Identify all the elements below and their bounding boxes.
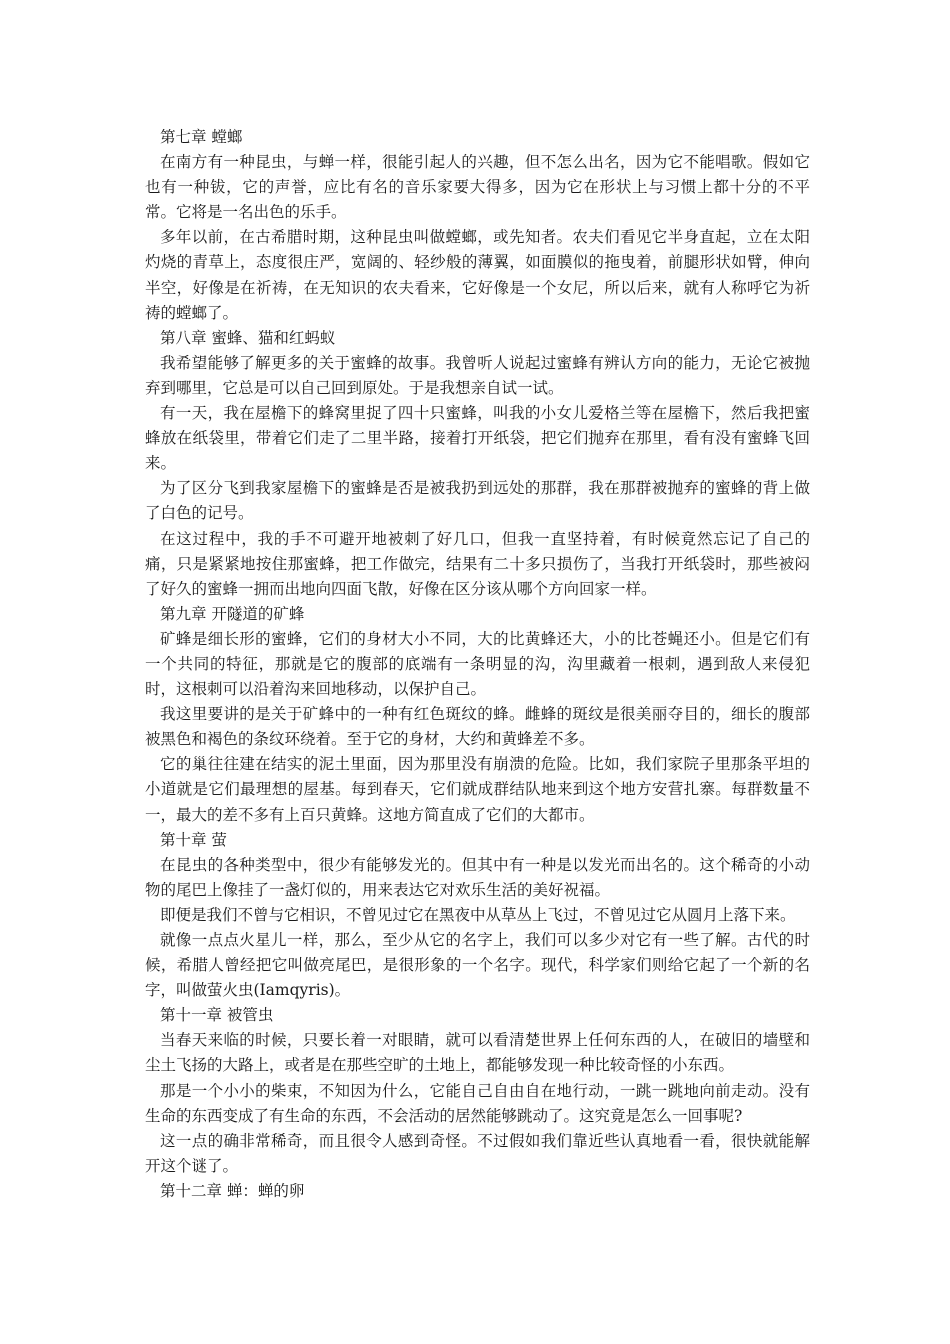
paragraph: 那是一个小小的柴束，不知因为什么，它能自己自由自在地行动，一跳一跳地向前走动。没有生命的东西变成了有生命的东西，不会活动的居然能够跳动了。这究竟是怎么一回事呢?: [145, 1081, 810, 1125]
paragraph: 矿蜂是细长形的蜜蜂，它们的身材大小不同，大的比黄蜂还大，小的比苍蝇还小。但是它们有一个共同的特征，那就是它的腹部的底端有一条明显的沟，沟里藏着一根刺，遇到敌人来侵犯时，这根刺可以沿着沟来回地移动，以保护自己。: [145, 629, 810, 699]
chapter-heading-8: 第八章 蜜蜂、猫和红蚂蚁: [160, 328, 336, 347]
paragraph: 它的巢往往建在结实的泥土里面，因为那里没有崩溃的危险。比如，我们家院子里那条平坦的小道就是它们最理想的屋基。每到春天，它们就成群结队地来到这个地方安营扎寨。每群数量不一，最大的差不多有上百只黄蜂。这地方简直成了它们的大都市。: [145, 755, 810, 824]
paragraph: 即便是我们不曾与它相识，不曾见过它在黑夜中从草丛上飞过，不曾见过它从圆月上落下来。: [160, 905, 796, 924]
paragraph: 当春天来临的时候，只要长着一对眼睛，就可以看清楚世界上任何东西的人，在破旧的墙壁和尘土飞扬的大路上，或者是在那些空旷的土地上，都能够发现一种比较奇怪的小东西。: [145, 1031, 810, 1075]
paragraph: 在这过程中，我的手不可避开地被刺了好几口，但我一直坚持着，有时候竟然忘记了自己的痛，只是紧紧地按住那蜜蜂，把工作做完，结果有二十多只损伤了，当我打开纸袋时，那些被闷了好久的蜜蜂一拥而出地向四面飞散，好像在区分该从哪个方向回家一样。: [145, 529, 810, 598]
paragraph: 在南方有一种昆虫，与蝉一样，很能引起人的兴趣，但不怎么出名，因为它不能唱歌。假如它也有一种钹，它的声誉，应比有名的音乐家要大得多，因为它在形状上与习惯上都十分的不平常。它将是一名出色的乐手。: [145, 153, 810, 222]
chapter-heading-9: 第九章 开隧道的矿蜂: [160, 604, 305, 623]
chapter-heading-7: 第七章 螳螂: [160, 128, 243, 146]
paragraph: 为了区分飞到我家屋檐下的蜜蜂是否是被我扔到远处的那群，我在那群被抛弃的蜜蜂的背上做了白色的记号。: [145, 479, 810, 523]
chapter-heading-10: 第十章 萤: [160, 830, 227, 849]
paragraph: 有一天，我在屋檐下的蜂窝里捉了四十只蜜蜂，叫我的小女儿爱格兰等在屋檐下，然后我把蜜蜂放在纸袋里，带着它们走了二里半路，接着打开纸袋，把它们抛弃在那里，看有没有蜜蜂飞回来。: [145, 404, 810, 473]
chapter-heading-12: 第十二章 蝉：蝉的卵: [160, 1181, 305, 1200]
paragraph: 就像一点点火星儿一样，那么，至少从它的名字上，我们可以多少对它有一些了解。古代的时候，希腊人曾经把它叫做亮尾巴，是很形象的一个名字。现代，科学家们则给它起了一个新的名字，叫做萤火虫(Iamqyris)。: [145, 931, 810, 1000]
paragraph: 这一点的确非常稀奇，而且很令人感到奇怪。不过假如我们靠近些认真地看一看，很快就能解开这个谜了。: [145, 1131, 810, 1175]
chapter-heading-11: 第十一章 被管虫: [160, 1006, 274, 1025]
paragraph: 我希望能够了解更多的关于蜜蜂的故事。我曾听人说起过蜜蜂有辨认方向的能力，无论它被抛弃到哪里，它总是可以自己回到原处。于是我想亲自试一试。: [145, 353, 810, 397]
paragraph: 在昆虫的各种类型中，很少有能够发光的。但其中有一种是以发光而出名的。这个稀奇的小动物的尾巴上像挂了一盏灯似的，用来表达它对欢乐生活的美好祝福。: [145, 855, 810, 899]
document-body: [145, 125, 810, 1204]
paragraph: 我这里要讲的是关于矿蜂中的一种有红色斑纹的蜂。雌蜂的斑纹是很美丽夺目的，细长的腹部被黑色和褐色的条纹环绕着。至于它的身材，大约和黄蜂差不多。: [145, 705, 810, 749]
paragraph: 多年以前，在古希腊时期，这种昆虫叫做螳螂，或先知者。农夫们看见它半身直起，立在太阳灼烧的青草上，态度很庄严，宽阔的、轻纱般的薄翼，如面膜似的拖曳着，前腿形状如臂，伸向半空，好像是在祈祷，在无知识的农夫看来，它好像是一个女尼，所以后来，就有人称呼它为祈祷的螳螂了。: [145, 228, 810, 322]
